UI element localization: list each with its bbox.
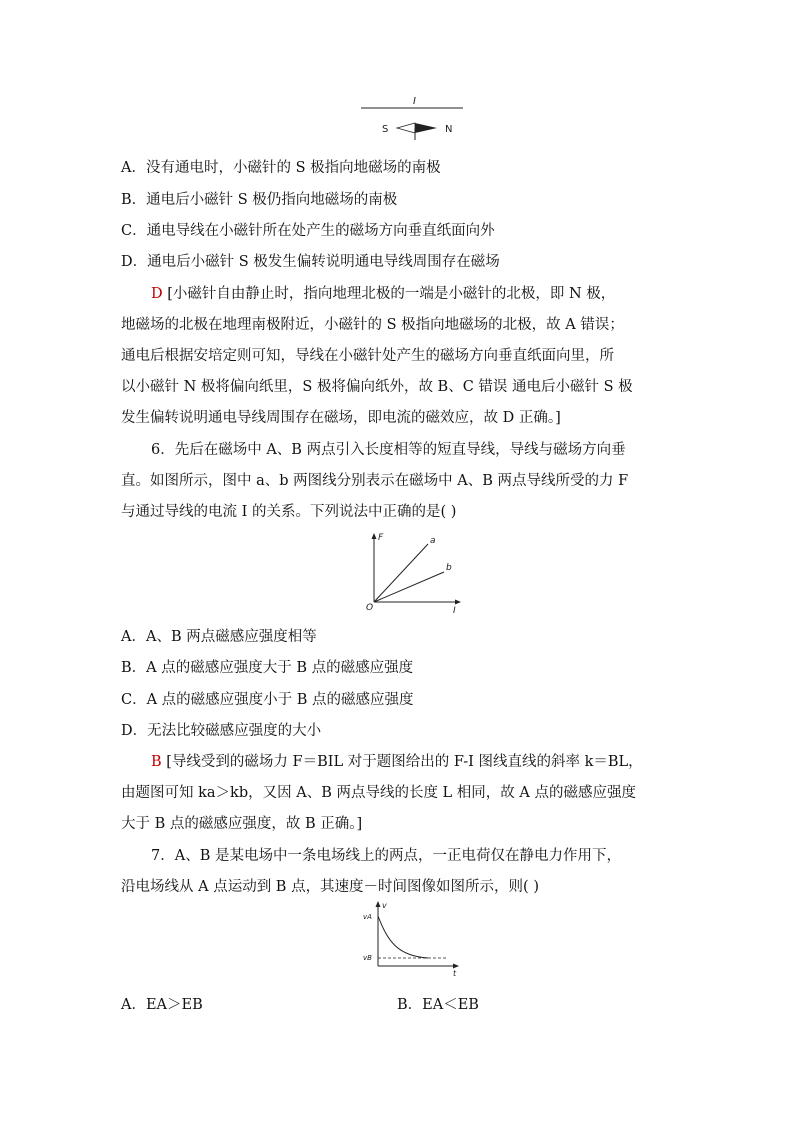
f-axis-label: F	[378, 533, 384, 543]
t-axis-arrow	[453, 964, 459, 969]
t-axis-label: t	[453, 969, 457, 978]
compass-needle-north	[415, 123, 437, 133]
q5-explanation-line-1: D [小磁针自由静止时，指向地理北极的一端是小磁针的北极，即 N 极，	[151, 286, 616, 302]
q6-option-d: D．无法比较磁感应强度的大小	[121, 723, 322, 739]
line-a-label: a	[430, 536, 436, 546]
q7-option-b: B．EA＜EB	[397, 997, 479, 1013]
line-b-label: b	[446, 563, 452, 573]
current-label: I	[413, 96, 416, 107]
q6-stem-line-2: 直。如图所示，图中 a、b 两图线分别表示在磁场中 A、B 两点导线所受的力 F	[121, 473, 629, 489]
q5-option-c: C．通电导线在小磁针所在处产生的磁场方向垂直纸面向外	[121, 223, 495, 239]
compass-figure	[355, 92, 470, 142]
q7-option-a: A．EA＞EB	[121, 997, 203, 1013]
south-label: S	[382, 124, 389, 135]
q6-stem-line-1: 6．先后在磁场中 A、B 两点引入长度相等的短直导线，导线与磁场方向垂	[151, 442, 626, 458]
q6-explanation-line-2: 由题图可知 ka＞kb，又因 A、B 两点导线的长度 L 相同，故 A 点的磁感应强度	[121, 785, 636, 801]
q5-option-a: A．没有通电时，小磁针的 S 极指向地磁场的南极	[121, 160, 441, 176]
q5-explanation-line-3: 通电后根据安培定则可知，导线在小磁针处产生的磁场方向垂直纸面向里，所	[121, 348, 614, 364]
vb-label: vB	[363, 954, 372, 962]
q6-explanation-line-1: B [导线受到的磁场力 F＝BIL 对于题图给出的 F-I 图线直线的斜率 k＝BL，	[151, 754, 643, 770]
i-axis-label: I	[453, 606, 456, 615]
q5-explanation-line-5: 发生偏转说明通电导线周围存在磁场，即电流的磁效应，故 D 正确。]	[121, 410, 561, 426]
f-i-graph	[360, 530, 470, 615]
q6-explanation-line-3: 大于 B 点的磁感应强度，故 B 正确。]	[121, 816, 363, 832]
va-label: vA	[363, 913, 372, 921]
q6-option-a: A．A、B 两点磁感应强度相等	[121, 629, 317, 645]
i-axis-arrow	[455, 600, 461, 605]
q7-stem-line-1: 7．A、B 是某电场中一条电场线上的两点，一正电荷仅在静电力作用下，	[151, 848, 621, 864]
north-label: N	[445, 124, 453, 135]
v-axis-arrow	[376, 901, 381, 907]
q5-option-b: B．通电后小磁针 S 极仍指向地磁场的南极	[121, 192, 398, 208]
q7-stem-line-2: 沿电场线从 A 点运动到 B 点，其速度－时间图像如图所示，则( )	[121, 879, 539, 895]
q6-stem-line-3: 与通过导线的电流 I 的关系。下列说法中正确的是( )	[121, 504, 457, 520]
q6-option-c: C．A 点的磁感应强度小于 B 点的磁感应强度	[121, 692, 414, 708]
v-t-graph	[360, 898, 465, 978]
q5-answer: D	[151, 286, 163, 302]
q5-explanation-line-4: 以小磁针 N 极将偏向纸里，S 极将偏向纸外，故 B、C 错误 通电后小磁针 S 极	[121, 379, 633, 395]
velocity-curve	[378, 916, 428, 958]
line-b	[374, 572, 444, 602]
q5-explanation-line-2: 地磁场的北极在地理南极附近，小磁针的 S 极指向地磁场的北极，故 A 错误；	[121, 317, 624, 333]
v-axis-label: v	[382, 901, 387, 910]
origin-label: O	[366, 603, 374, 613]
q5-option-d: D．通电后小磁针 S 极发生偏转说明通电导线周围存在磁场	[121, 254, 500, 270]
line-a	[374, 544, 428, 602]
q6-answer: B	[151, 754, 162, 770]
compass-needle-south	[397, 123, 415, 133]
q6-option-b: B．A 点的磁感应强度大于 B 点的磁感应强度	[121, 660, 414, 676]
f-axis-arrow	[372, 533, 377, 539]
